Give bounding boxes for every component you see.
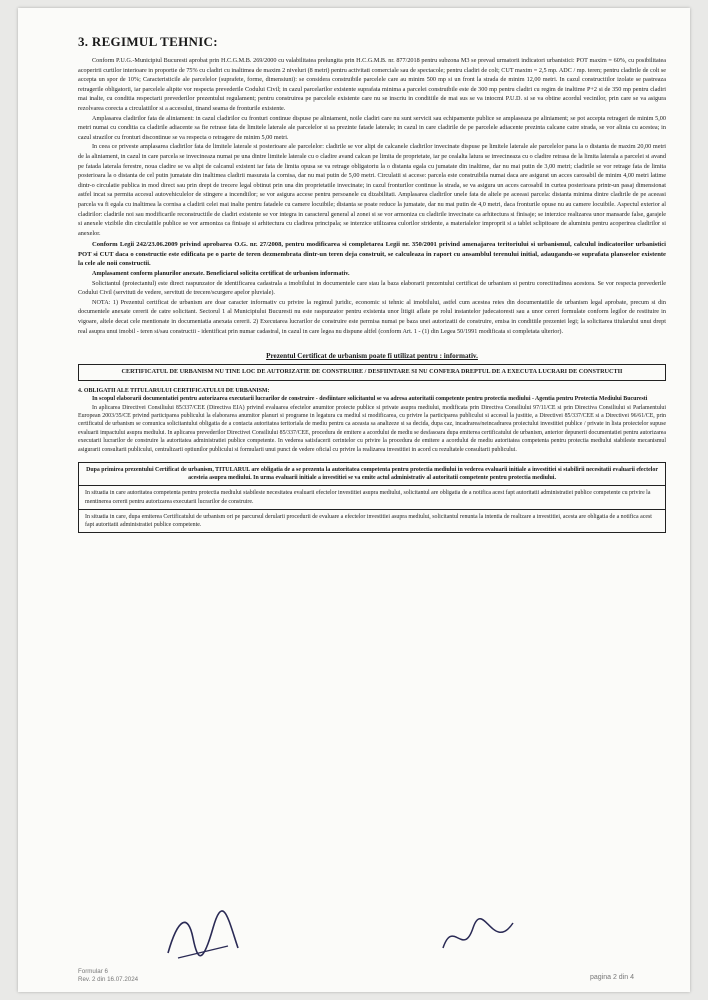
paragraph-aliniament: Amplasarea cladirilor fata de aliniament: in cazul cladirilor cu fronturi continue dispuse pe aliniament, noile cladiri care nu sunt servicii sau echipamente publice se amplaseaza pe aliniament; se pot accepta retrageri de minim 5,00 metri numai cu conditia ca cladirile adiacente sa fie retrase fata de limitele laterale ale parcelelor si sa prezinte fatade laterale; in cazul in care cladirile de pe parcelele adiacente prezinta calcane catre strada, se vor alinia cu acestea; in cazul strazilor cu fronturi discontinue se va respecta o retragere de minim 5,00 metri. bbox=[78, 114, 666, 141]
form-number: Formular 6 bbox=[78, 968, 108, 975]
obligations-text: In aplicarea Directivei Consiliului 85/337/CEE (Directiva EIA) privind evaluarea efectelor anumitor proiecte publice si private asupra mediului, modificata prin Directiva Consiliului 97/11/CE si prin Directiva Consiliului si Parlamentului European 2003/35/CE privind participarea publicului la elaborarea anumitor planuri si programe in legatura cu mediul si modificarea, cu privire la participarea publicului si accesul la justitie, a Directivei 85/337/CEE si a Directivei 96/61/CE, prin certificatul de urbanism se comunica solicitantului obligatia de a contacta autoritatea teritoriala de mediu pentru ca aceasta sa analizeze si sa decida, dupa caz, incadrarea/neincadrarea proiectului investitiei publice / private in lista proiectelor supuse evaluarii impactului asupra mediului. In aplicarea prevederilor Directivei Consiliului 85/337/CEE, procedura de emitere a acordului de mediu se desfasoara dupa emiterea certificatului de urbanism, anterior depunerii documentatiei pentru autorizarea executarii lucrarilor de construire la autoritatea administratiei publice competente. In vederea satisfacerii cerintelor cu privire la procedura de emitere a acordului de mediu autoritatea competenta pentru protectia mediului stabileste mecanismul asigurarii consultarii publicului, centralizarii optiunilor publicului si formularii unui punct de vedere oficial cu privire la realizarea investitiei in acord cu rezultatele consultarii publicului. bbox=[78, 404, 666, 453]
certificate-scope: Prezentul Certificat de urbanism poate fi utilizat pentru : informativ. bbox=[266, 352, 478, 361]
signature-left bbox=[158, 908, 248, 968]
obligations-section bbox=[78, 387, 666, 454]
paragraph-indicators: Conform P.U.G.-Municipiul Bucuresti aprobat prin H.C.G.M.B. 269/2000 cu valabilitatea prelungita prin H.C.G.M.B. nr. 877/2018 pentru subzona M3 se prevad urmatorii indicatori urbanistici: POT maxim = 60%, cu posibilitatea acoperirii curtilor interioare in proportie de 75% cu cladiri cu inaltimea de maxim 2 niveluri (8 metri) pentru activitati comerciale sau de spectacole; pentru cladiri de colt; CUT maxim = 2,5 mp. ADC / mp. teren; pentru cladirile de colt se accepta un spor de 10%; Caracteristicile ale parcelelor (suprafete, forme, dimensiuni): se considera construibile parcelele care au minim 500 mp si un front la strada de minim 12,00 metri. In cazul constructiilor izolate se pastreaza retragerile obligatorii, iar parcelele alipite vor respecta prevederile Codului Civil; in cazul parcelarilor existente suprafata minima a parcelei construibile este de 300 mp pentru cladiri cu regim de inaltime P+2 si de 350 mp pentru cladiri mai inalte, cu conditia respectarii prevederilor prezentului regulament; pentru construirea pe parcelele existente care nu se inscriu in conditiile de mai sus se va intocmi P.U.D. si se va obtine acordul vecinilor, prin care se va asigura rezolvarea corecta a circulatiilor si a accesului, tinand seama de fronturile existente. bbox=[78, 57, 666, 112]
frame-text-3: In situatia in care, dupa emiterea Certificatului de urbanism ori pe parcursul derularii procedurii de evaluare a efectelor investitiei asupra mediului, solicitantul renunta la intentia de realizare a investitiei, acesta are obligatia de a notifica acest fapt autoritatii administratiei publice competente. bbox=[85, 513, 652, 529]
paragraph-amplasament: Amplasament conform planurilor anexate. Beneficiarul solicita certificat de urbanism informativ. bbox=[92, 270, 350, 278]
signature-right bbox=[438, 913, 518, 963]
form-revision: Rev. 2 din 16.07.2024 bbox=[78, 976, 139, 983]
obligations-title: 4. OBLIGATII ALE TITULARULUI CERTIFICATULUI DE URBANISM: bbox=[78, 387, 270, 394]
paragraph-nota: NOTA: 1) Prezentul certificat de urbanism are doar caracter informativ cu privire la regimul juridic, economic si tehnic al imobilului, astfel cum acestea reies din documentatiile de urbanism legal aprobate, precum si din documentele anexate cererii de catre solicitant. Sectorul 1 al Municipiului Bucuresti nu este raspunzator pentru existenta unor litigii aflate pe rolul instantelor judecatoresti sau a unor cereri formulate conform legilor de restituire in vigoare, altele decat cele mentionate in documentatia anexata cererii. 2) Executarea lucrarilor de construire este permisa numai pe baza unei autorizatii de construire, emisa in conditiile prezentei legi; la solicitarea titularului unui drept real asupra unui imobil - teren si/sau constructii - identificat prin numar cadastral, in cazul in care legea nu dispune altfel (conform Art. 1 - (1) din Legea 50/1991 modificata si completata ulterior). bbox=[78, 298, 666, 335]
paragraph-limite: In ceea ce priveste amplasarea cladirilor fata de limitele laterale si posterioare ale parcelelor: cladirile se vor alipi de calcanele cladirilor invecinate dispuse pe limitele laterale ale parcelelor pana la o distanta de maxim 20,00 metri de la aliniament, in cazul in care parcela se invecineaza numai pe una dintre limitele laterale cu o cladire avand calcan pe limita de proprietate, iar pe cealalta latura se invecineaza cu o cladire retrasa de la limita laterala a parcelei si avand pe fatada laterala ferestre, noua cladire se va alipi de calcanul existent iar fata de limita opusa se va retrage obligatoriu la o distanta egala cu jumatate din inaltime, dar nu mai putin de 3,00 metri; cladirile se vor retrage fata de limita posterioara la o distanta de cel putin jumatate din inaltimea cladirii masurata la cornisa, dar nu mai putin de 5,00 metri. Circulatii si accese: parcela este construibila numai daca are asigurat un acces carosabil de minim 4,00 metri latime dintr-o circulatie publica in mod direct sau prin drept de trecere legal obtinut prin una din proprietatile invecinate; in cazul fronturilor continue la strada, se va asigura un acces carosabil in curtea posterioara printr-un pasaj dimensionat astfel incat sa permita accesul autovehiculelor de stingere a incendiilor; se vor asigura accese pentru persoanele cu dizabilitati. Amplasarea cladirilor unele fata de altele pe aceeasi parcela: distanta minima dintre cladirile de pe aceeasi parcela va fi egala cu inaltimea la cornisa a cladirii celei mai inalte pentru fatadele cu camere locuibile; distanta se poate reduce la jumatate, dar nu mai putin de 4,0 metri, daca fronturile opuse nu au camere locuibile. Aspectul exterior al cladirilor: cladirile noi sau modificarile reconstructiile de cladiri existente se vor integra in caracterul general al zonei si se vor armoniza cu cladirile invecinate ca arhitectura si finisaje; se interzice realizarea unor mansarde false, garajele si anexele vizibile din circulatiile publice se vor armoniza ca finisaje si arhitectura cu cladirea principala; se interzice utilizarea culorilor stridente, a materialelor improprii si a tablei sclipitoare de aluminiu pentru acoperirea cladirilor si anexelor. bbox=[78, 143, 666, 237]
paragraph-lege-242: Conform Legii 242/23.06.2009 privind aprobarea O.G. nr. 27/2008, pentru modificarea si completarea Legii nr. 350/2001 privind amenajarea teritoriului si urbanismul, calculul indicatorilor urbanistici POT si CUT daca o constructie este edificata pe o parte de teren dezmembrata dintr-un teren deja construit, se calculeaza in raport cu ansamblul terenului initial, adaugandu-se suprafata planseelor existente la cele ale noii constructii. bbox=[78, 241, 666, 268]
obligations-bold: In scopul elaborarii documentatiei pentru autorizarea executarii lucrarilor de construire - desfiintare solicitantul se va adresa autoritatii competente pentru protectia mediului - Agentia pentru Protectia Mediului Bucuresti bbox=[92, 396, 648, 403]
document-page bbox=[18, 8, 690, 992]
frame-text-1: Dupa primirea prezentului Certificat de urbanism, TITULARUL are obligatia de a se prezenta la autoritatea competenta pentru protectia mediului in vederea evaluarii initiale a investitiei si stabilirii necesitatii evaluarii efectelor acesteia asupra mediului. In urma evaluarii initiale a investitiei se va emite actul administrativ al autoritatii competente pentru protectia mediului. bbox=[86, 467, 658, 482]
frame-divider bbox=[79, 509, 665, 510]
warning-box: CERTIFICATUL DE URBANISM NU TINE LOC DE AUTORIZATIE DE CONSTRUIRE / DESFIINTARE SI NU CONFERA DREPTUL DE A EXECUTA LUCRARI DE CONSTRUCTII bbox=[78, 364, 666, 381]
page-number: pagina 2 din 4 bbox=[590, 974, 634, 981]
form-footer bbox=[78, 968, 138, 984]
section-title: 3. REGIMUL TEHNIC: bbox=[78, 34, 218, 49]
frame-text-2: In situatia in care autoritatea competenta pentru protectia mediului stabileste necesitatea evaluarii efectelor investitiei asupra mediului, solicitantul are obligatia de a notifica acest fapt autoritatii administratiei publice competente cu privire la mentinerea cererii pentru autorizarea executarii lucrarilor de construire. bbox=[85, 490, 651, 505]
document-content bbox=[78, 34, 666, 533]
frame-divider bbox=[79, 485, 665, 486]
paragraph-solicitant: Solicitantul (proiectantul) este direct raspunzator de identificarea cadastrala a imobilului in documentele care stau la baza elaborarii prezentului certificat de urbanism si pentru corectitudinea acestora. Se vor respecta prevederile Codului Civil (servituti de vedere, servituti de trecere/scurgere apelor pluviale). bbox=[78, 279, 666, 297]
environment-frame bbox=[78, 462, 666, 533]
